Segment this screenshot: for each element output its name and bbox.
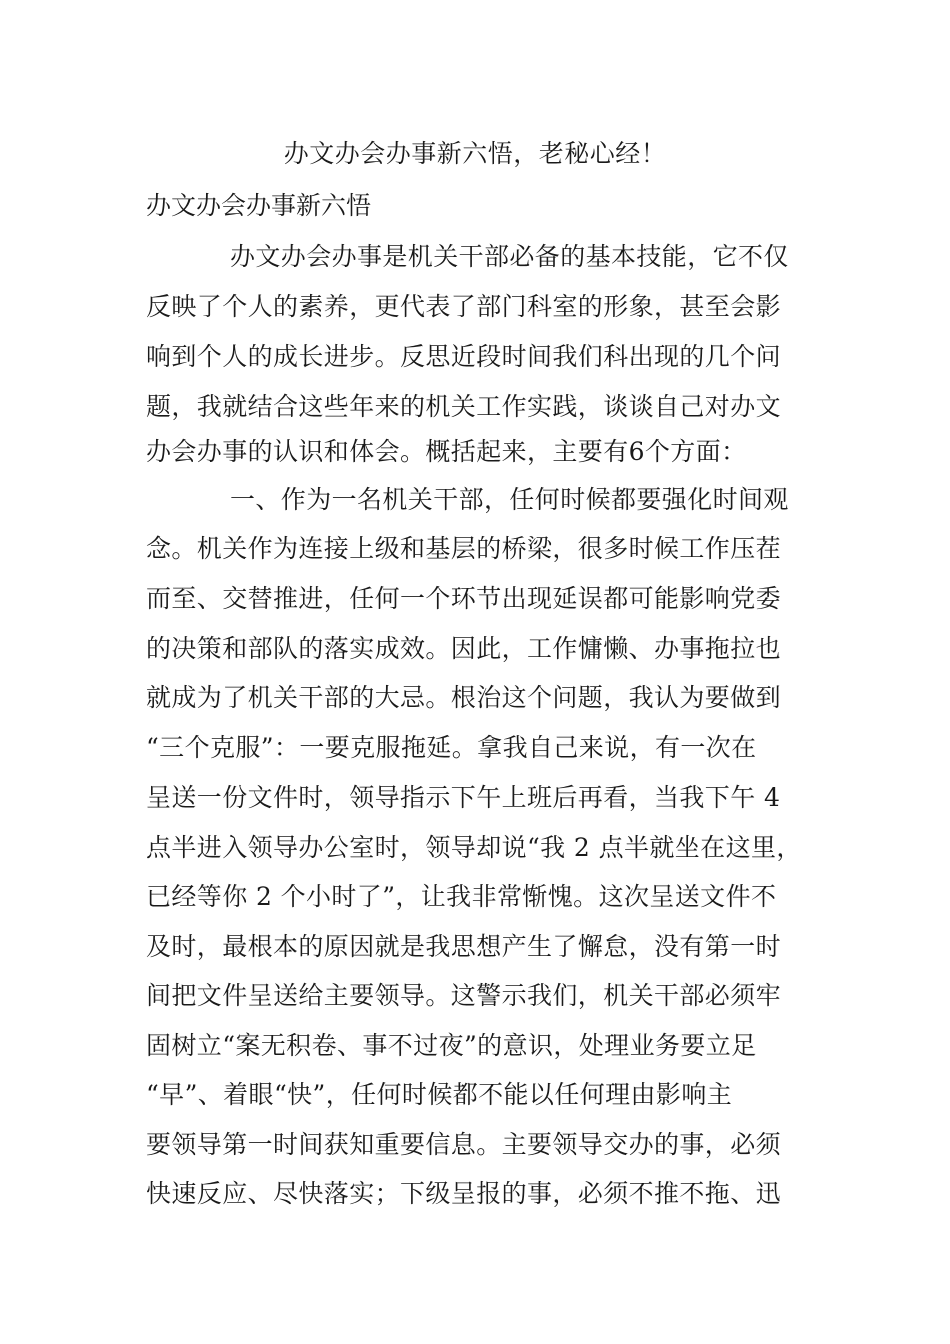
paragraph-line: 要领导第一时间获知重要信息。主要领导交办的事，必须 [146, 1130, 782, 1159]
paragraph-line: 办文办会办事是机关干部必备的基本技能，它不仅 [230, 242, 789, 271]
document-title: 办文办会办事新六悟，老秘心经！ [283, 139, 667, 168]
paragraph-line: 办会办事的认识和体会。概括起来，主要有6个方面： [146, 437, 747, 466]
paragraph-line: 一、作为一名机关干部，任何时候都要强化时间观 [230, 485, 789, 514]
paragraph-line: 就成为了机关干部的大忌。根治这个问题，我认为要做到 [146, 683, 782, 712]
paragraph-line: 快速反应、尽快落实；下级呈报的事，必须不推不拖、迅 [146, 1179, 782, 1208]
paragraph-line: 及时，最根本的原因就是我思想产生了懈怠，没有第一时 [146, 932, 782, 961]
paragraph-line: “早”、着眼“快”，任何时候都不能以任何理由影响主 [146, 1080, 733, 1109]
paragraph-line: 呈送一份文件时，领导指示下午上班后再看，当我下午 4 [146, 783, 781, 812]
paragraph-line: 而至、交替推进，任何一个环节出现延误都可能影响党委 [146, 584, 782, 613]
paragraph-line: 反映了个人的素养，更代表了部门科室的形象，甚至会影 [146, 292, 782, 321]
paragraph-line: “三个克服”：一要克服拖延。拿我自己来说，有一次在 [146, 733, 757, 762]
paragraph-line: 念。机关作为连接上级和基层的桥梁，很多时候工作压茬 [146, 534, 782, 563]
paragraph-line: 已经等你 2 个小时了”，让我非常惭愧。这次呈送文件不 [146, 882, 777, 911]
paragraph-line: 题，我就结合这些年来的机关工作实践，谈谈自己对办文 [146, 392, 782, 421]
paragraph-line: 固树立“案无积卷、事不过夜”的意识，处理业务要立足 [146, 1031, 757, 1060]
paragraph-line: 响到个人的成长进步。反思近段时间我们科出现的几个问 [146, 342, 782, 371]
paragraph-line: 点半进入领导办公室时，领导却说“我 2 点半就坐在这里， [146, 833, 802, 862]
paragraph-line: 的决策和部队的落实成效。因此，工作慵懒、办事拖拉也 [146, 634, 782, 663]
paragraph-line: 间把文件呈送给主要领导。这警示我们，机关干部必须牢 [146, 981, 782, 1010]
document-subtitle: 办文办会办事新六悟 [146, 191, 372, 220]
